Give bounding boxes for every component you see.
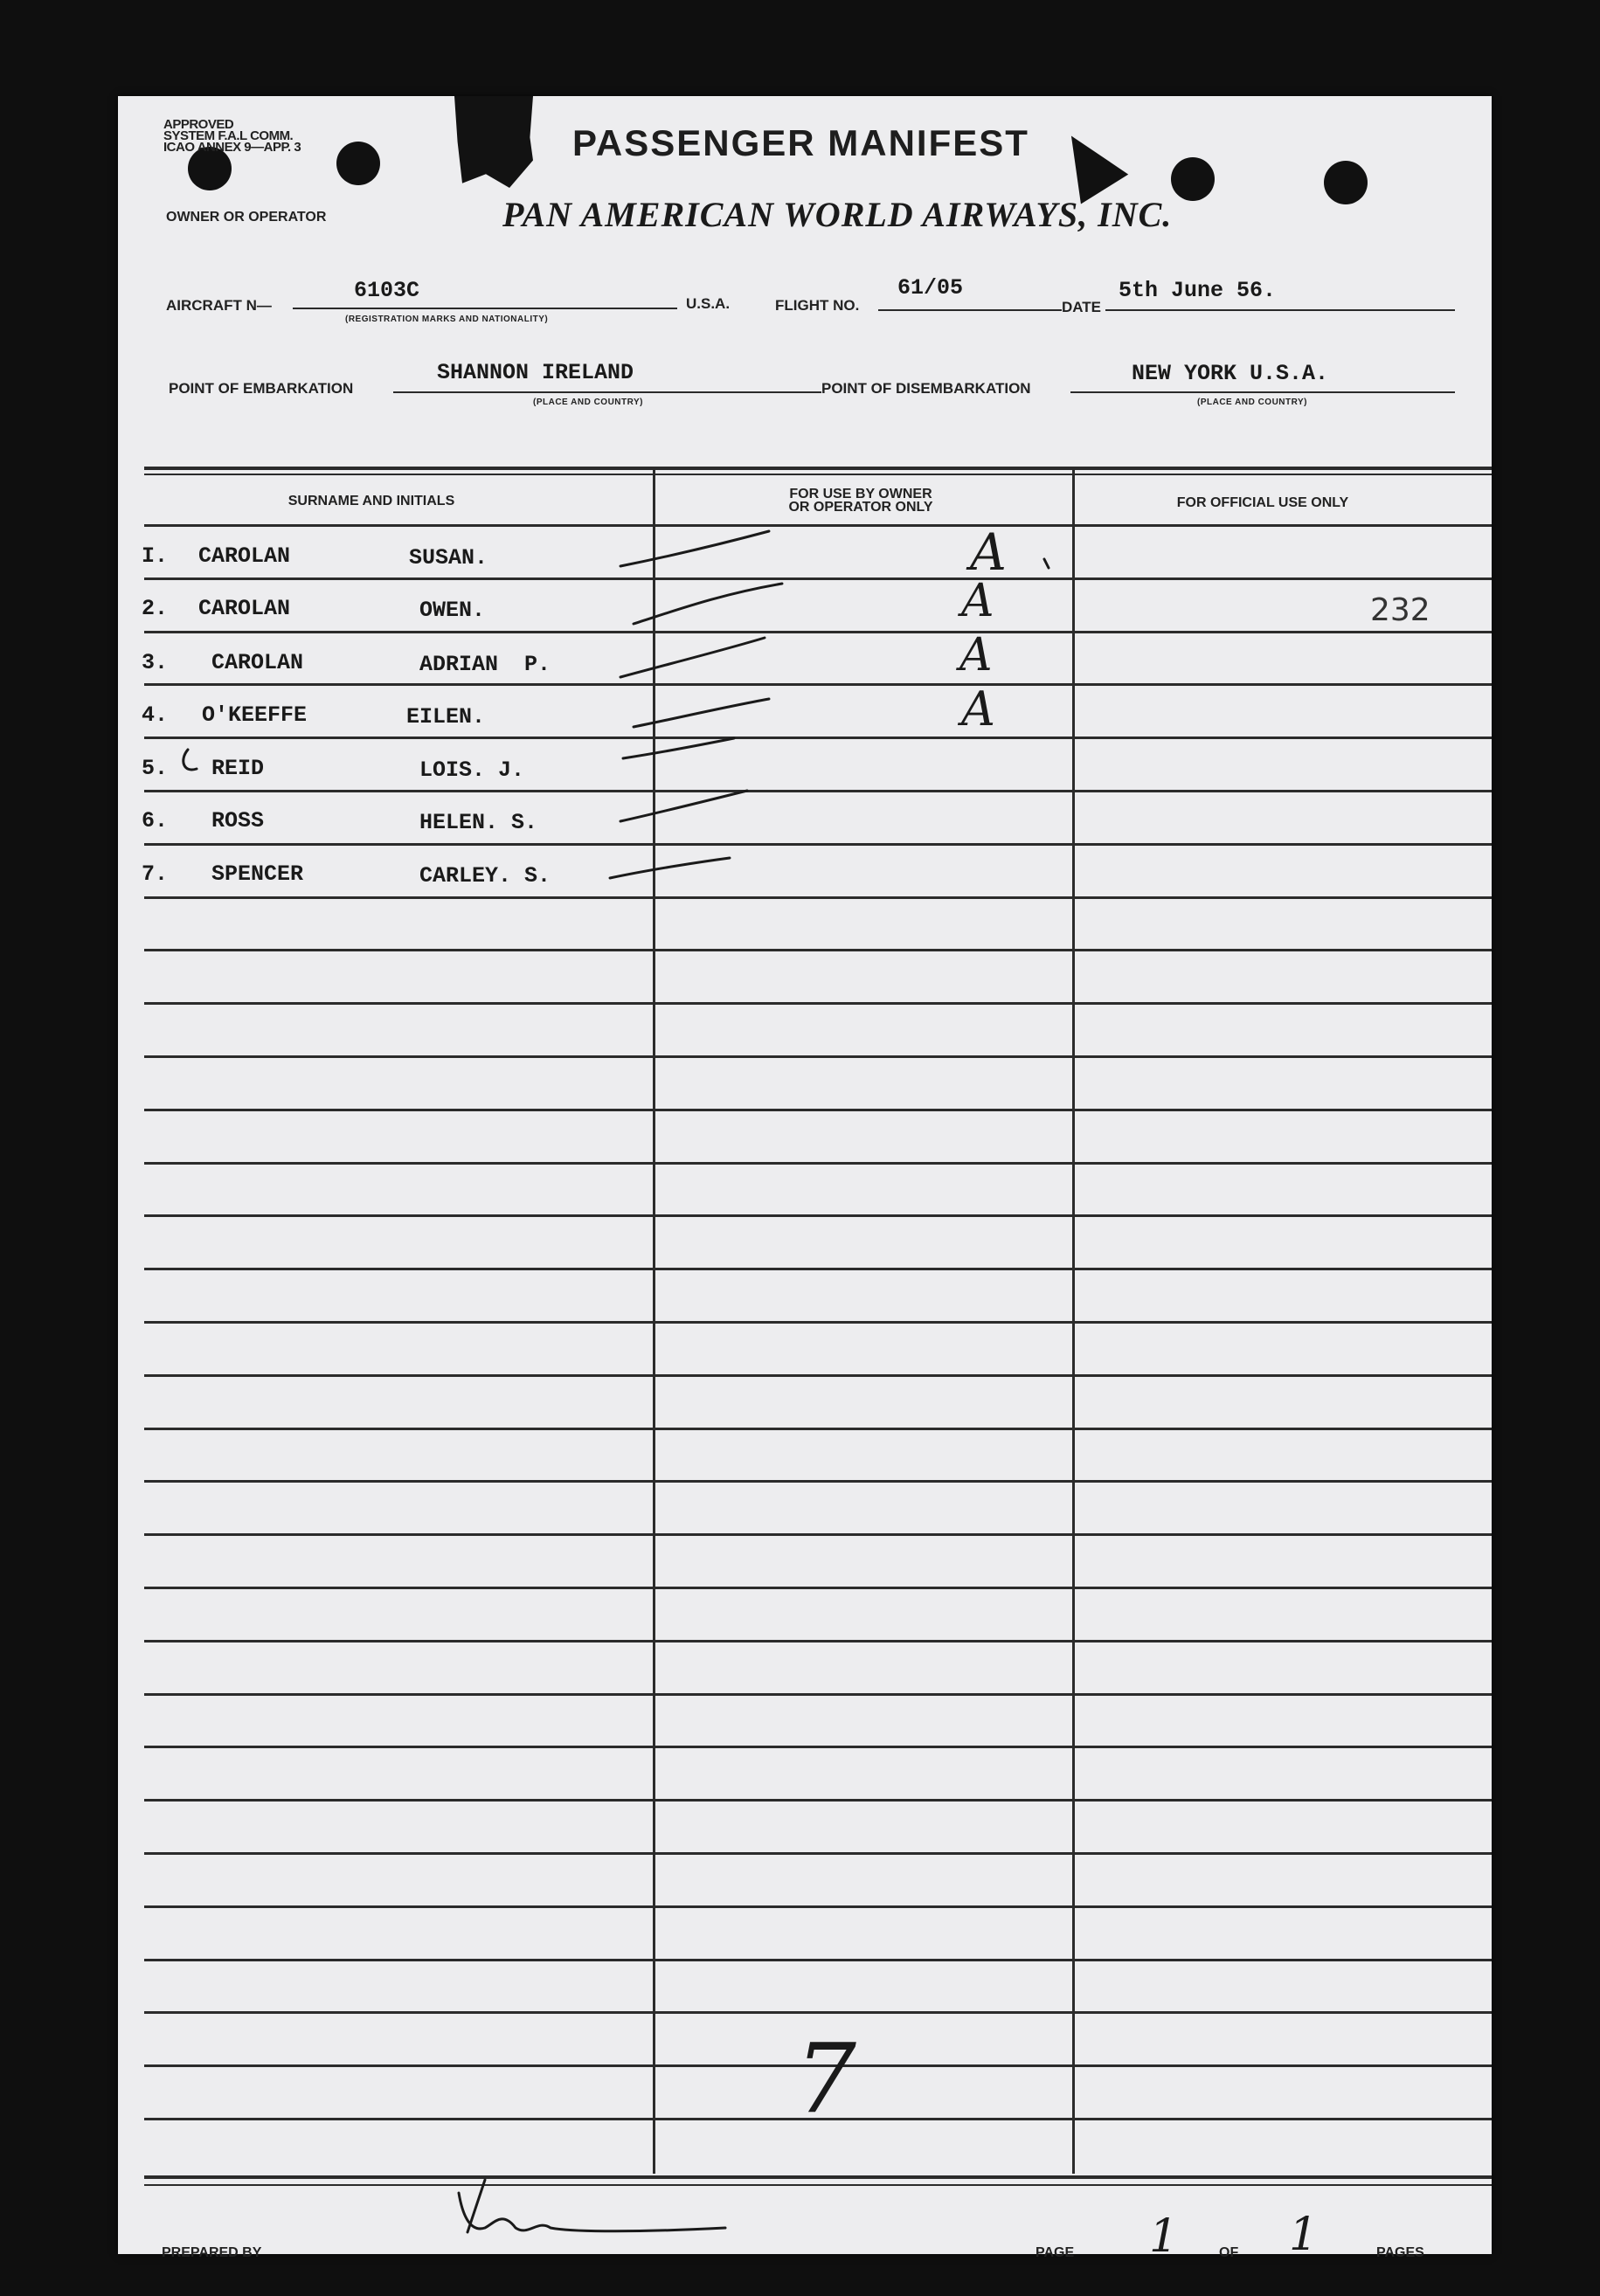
passenger-given: CARLEY. S. [419,863,551,889]
signature-stroke [459,2193,725,2231]
passenger-surname: O'KEEFFE [202,702,308,728]
passenger-surname: REID [211,756,265,781]
disembark-value: NEW YORK U.S.A. [1132,361,1329,386]
check-stroke [634,584,782,624]
passenger-surname: ROSS [211,808,265,833]
check-stroke [620,638,765,677]
check-stroke [620,531,769,566]
row-number: I. [142,543,169,569]
passenger-given: SUSAN. [409,545,488,571]
operator-mark: A [970,522,1007,582]
date-label: DATE [1062,299,1102,315]
passenger-given: LOIS. J. [419,757,525,783]
col-operator-header: FOR USE BY OWNER OR OPERATOR ONLY [788,487,933,515]
owner-label: OWNER OR OPERATOR [166,210,327,225]
page-number: 1 [1149,2210,1179,2263]
check-stroke [610,858,730,878]
passenger-surname: SPENCER [211,861,304,887]
signature-stroke [468,2180,485,2232]
operator-mark: A [959,629,993,681]
company-name: PAN AMERICAN WORLD AIRWAYS, INC. [502,195,1173,234]
aircraft-label: AIRCRAFT N— [166,297,272,314]
operator-mark: A [961,681,995,737]
disembark-label: POINT OF DISEMBARKATION [821,380,1031,397]
page-total: 1 [1289,2209,1319,2261]
passenger-surname: CAROLAN [198,543,291,569]
flight-value: 61/05 [897,275,964,301]
row-number: 3. [142,650,169,675]
handwritten-strokes [118,96,1492,2254]
aircraft-value: 6103C [354,278,420,303]
disembark-sub: (PLACE AND COUNTRY) [1197,398,1307,407]
prepared-by-label: PREPARED BY [162,2245,262,2260]
passenger-given: EILEN. [406,704,486,730]
col-surname-header: SURNAME AND INITIALS [287,494,455,508]
passenger-given: HELEN. S. [419,810,538,835]
row-number: 2. [142,596,169,621]
date-value: 5th June 56. [1119,278,1277,303]
embark-value: SHANNON IRELAND [437,360,634,385]
page-label: PAGE [1035,2245,1075,2260]
embark-sub: (PLACE AND COUNTRY) [533,398,643,407]
passenger-given: ADRIAN P. [419,652,551,677]
passenger-given: OWEN. [419,598,486,623]
row-number: 7. [142,861,169,887]
row-number: 4. [142,702,169,728]
embark-label: POINT OF EMBARKATION [169,380,354,397]
pages-label: PAGES [1376,2245,1424,2260]
passenger-surname: CAROLAN [198,596,291,621]
col-official-header: FOR OFFICIAL USE ONLY [1176,495,1349,510]
check-stroke [620,791,747,821]
row-number: 6. [142,808,169,833]
aircraft-sub: (REGISTRATION MARKS AND NATIONALITY) [345,315,549,324]
page-title: PASSENGER MANIFEST [572,122,1029,163]
check-stroke [634,699,769,727]
handwritten-total: 7 [795,2023,856,2134]
approval-stamp: APPROVED SYSTEM F.A.L COMM. ICAO ANNEX 9—APP. 3 [163,117,301,155]
mark-stroke [184,750,197,770]
mark-stroke [1044,559,1049,568]
passenger-surname: CAROLAN [211,650,304,675]
row-number: 5. [142,756,169,781]
check-stroke [623,738,734,758]
operator-mark: A [961,575,994,627]
of-label: OF [1219,2245,1239,2260]
manifest-sheet [118,96,1492,2263]
flight-label: FLIGHT NO. [775,297,860,314]
official-code: 232 [1370,592,1430,628]
usa-label: U.S.A. [686,295,731,312]
